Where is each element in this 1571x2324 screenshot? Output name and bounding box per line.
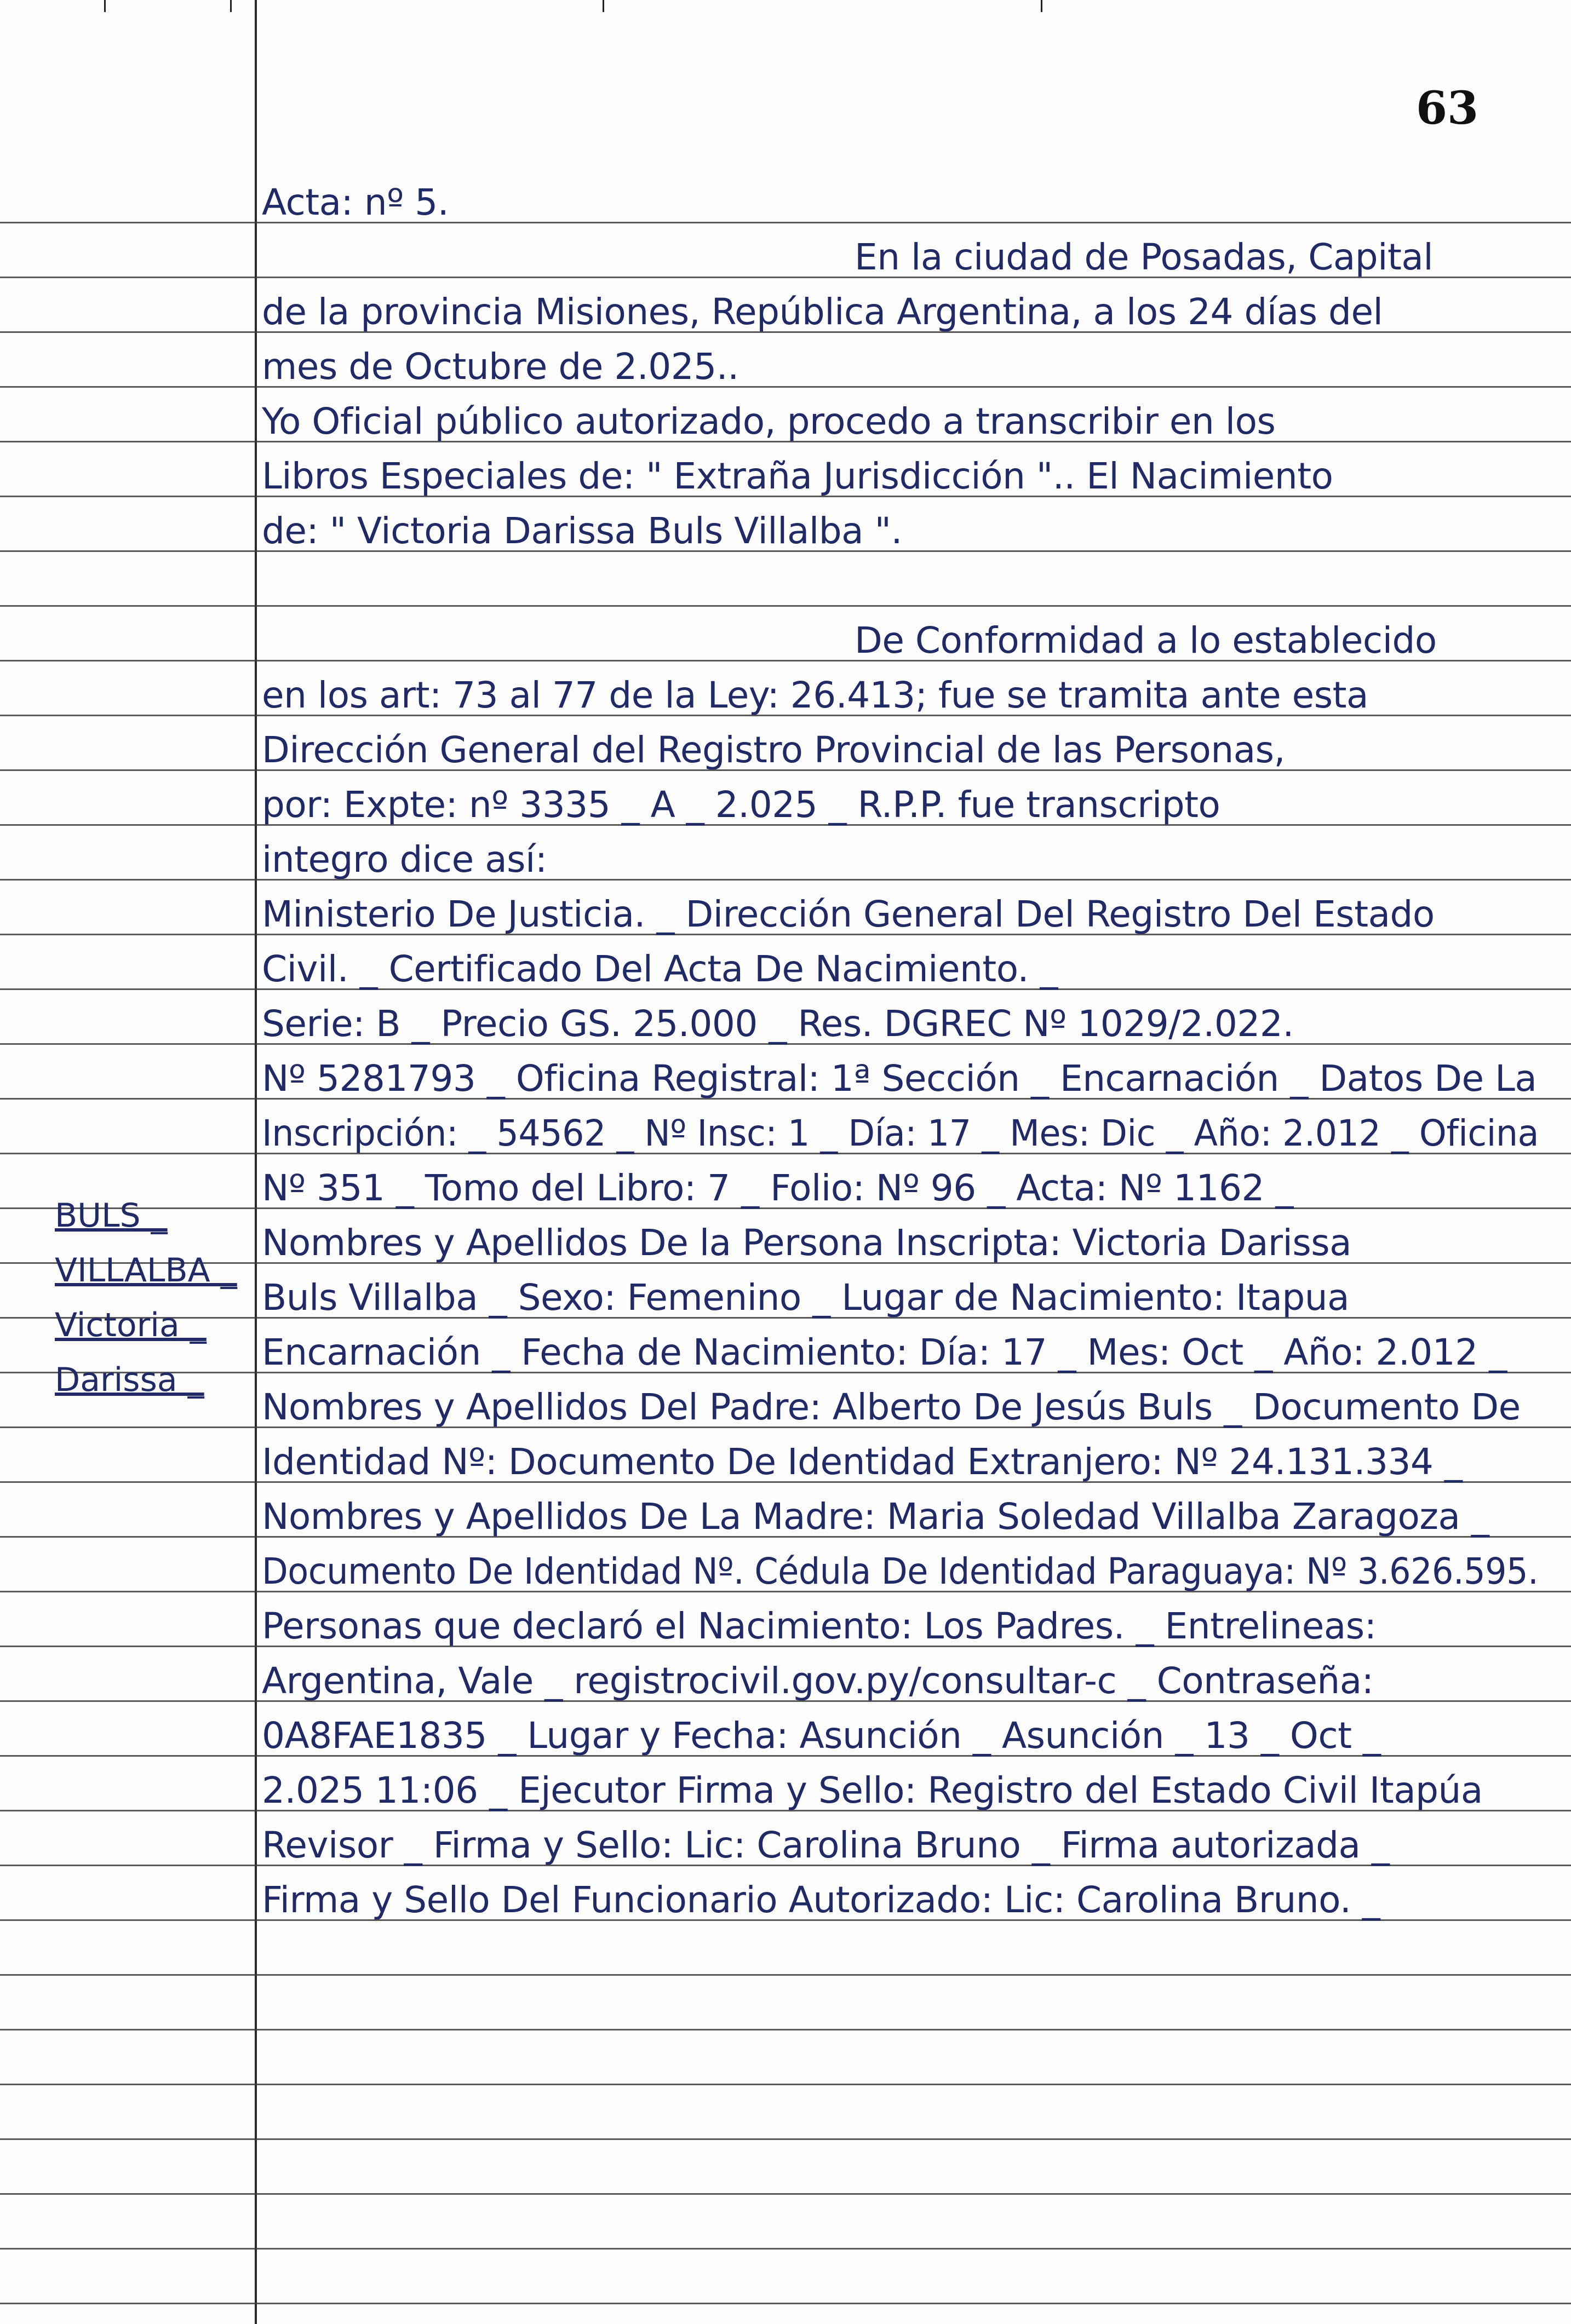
ruled-line <box>0 386 1571 388</box>
paper-tick <box>1041 0 1042 12</box>
handwritten-line: Documento De Identidad Nº. Cédula De Identidad Paraguaya: Nº 3.626.595. <box>262 1550 1539 1592</box>
margin-note: Victoria _ <box>55 1306 207 1344</box>
handwritten-line: Buls Villalba _ Sexo: Femenino _ Lugar de Nacimiento: Itapua <box>262 1276 1350 1319</box>
paper-tick <box>603 0 604 12</box>
handwritten-line: Libros Especiales de: " Extraña Jurisdicción ".. El Nacimiento <box>262 455 1333 497</box>
handwritten-line: Revisor _ Firma y Sello: Lic: Carolina Bruno _ Firma autorizada _ <box>262 1824 1390 1866</box>
handwritten-line: Serie: B _ Precio GS. 25.000 _ Res. DGREC Nº 1029/2.022. <box>262 1003 1294 1045</box>
handwritten-line: Civil. _ Certificado Del Acta De Nacimiento. _ <box>262 948 1058 990</box>
handwritten-line: Dirección General del Registro Provincial de las Personas, <box>262 729 1286 771</box>
ruled-line <box>0 605 1571 607</box>
handwritten-line: Acta: nº 5. <box>262 181 449 223</box>
handwritten-line: Nº 5281793 _ Oficina Registral: 1ª Sección _ Encarnación _ Datos De La <box>262 1057 1537 1100</box>
paper-tick <box>230 0 232 12</box>
handwritten-line: Identidad Nº: Documento De Identidad Extranjero: Nº 24.131.334 _ <box>262 1441 1463 1483</box>
handwritten-line: de: " Victoria Darissa Buls Villalba ". <box>262 510 902 552</box>
handwritten-line: De Conformidad a lo establecido <box>855 619 1437 661</box>
handwritten-line: integro dice así: <box>262 838 547 881</box>
ruled-line <box>0 1974 1571 1976</box>
handwritten-line: Nombres y Apellidos Del Padre: Alberto De Jesús Buls _ Documento De <box>262 1386 1521 1428</box>
handwritten-line: Nombres y Apellidos De La Madre: Maria Soledad Villalba Zaragoza _ <box>262 1495 1489 1538</box>
margin-note: BULS _ <box>55 1196 168 1235</box>
handwritten-line: Nombres y Apellidos De la Persona Inscripta: Victoria Darissa <box>262 1222 1352 1264</box>
handwritten-line: 0A8FAE1835 _ Lugar y Fecha: Asunción _ Asunción _ 13 _ Oct _ <box>262 1715 1381 1757</box>
paper-tick <box>104 0 106 12</box>
handwritten-line: de la provincia Misiones, República Argentina, a los 24 días del <box>262 291 1383 333</box>
handwritten-line: Argentina, Vale _ registrocivil.gov.py/consultar-c _ Contraseña: <box>262 1660 1374 1702</box>
handwritten-line: Yo Oficial público autorizado, procedo a transcribir en los <box>262 400 1276 442</box>
handwritten-line: 2.025 11:06 _ Ejecutor Firma y Sello: Registro del Estado Civil Itapúa <box>262 1769 1483 1811</box>
handwritten-line: por: Expte: nº 3335 _ A _ 2.025 _ R.P.P. fue transcripto <box>262 784 1220 826</box>
handwritten-line: Encarnación _ Fecha de Nacimiento: Día: 17 _ Mes: Oct _ Año: 2.012 _ <box>262 1331 1507 1373</box>
handwritten-line: Personas que declaró el Nacimiento: Los Padres. _ Entrelineas: <box>262 1605 1377 1647</box>
page-number: 63 <box>1416 82 1479 135</box>
margin-note: Darissa _ <box>55 1361 204 1399</box>
ruled-line <box>0 2084 1571 2085</box>
handwritten-line: mes de Octubre de 2.025.. <box>262 346 739 388</box>
margin-note: VILLALBA _ <box>55 1251 237 1290</box>
handwritten-line: En la ciudad de Posadas, Capital <box>855 236 1434 278</box>
ruled-line <box>0 2029 1571 2030</box>
handwritten-line: Ministerio De Justicia. _ Dirección General Del Registro Del Estado <box>262 893 1435 935</box>
handwritten-line: en los art: 73 al 77 de la Ley: 26.413; fue se tramita ante esta <box>262 674 1368 716</box>
handwritten-line: Nº 351 _ Tomo del Libro: 7 _ Folio: Nº 96 _ Acta: Nº 1162 _ <box>262 1167 1293 1209</box>
handwritten-line: Inscripción: _ 54562 _ Nº Insc: 1 _ Día: 17 _ Mes: Dic _ Año: 2.012 _ Oficina <box>262 1112 1539 1154</box>
ruled-line <box>0 222 1571 223</box>
handwritten-line: Firma y Sello Del Funcionario Autorizado: Lic: Carolina Bruno. _ <box>262 1879 1380 1921</box>
ruled-line <box>0 879 1571 881</box>
ruled-line <box>0 2193 1571 2195</box>
ruled-line <box>0 2138 1571 2140</box>
ruled-line <box>0 2248 1571 2250</box>
ruled-line <box>0 2303 1571 2304</box>
